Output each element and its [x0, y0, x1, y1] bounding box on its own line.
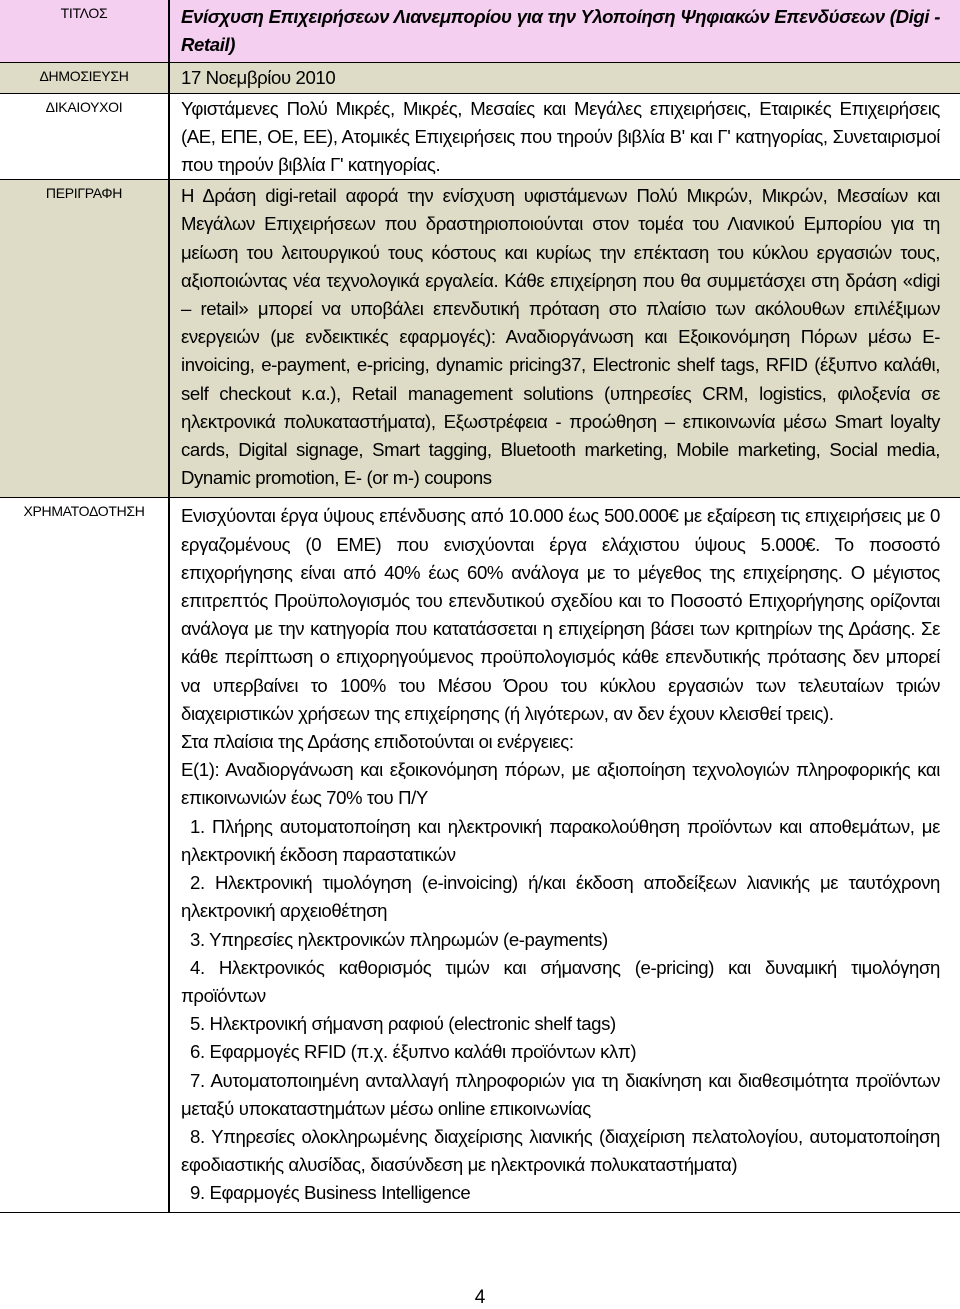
list-item-number: 4. — [190, 956, 205, 978]
funding-intro: Ενισχύονται έργα ύψους επένδυσης από 10.000 έως 500.000€ με εξαίρεση τις επιχειρήσεις με 0 εργαζομένους (0 ΕΜΕ) που ενισχύονται έργα ελάχιστου ύψους 5.000€. Το ποσοστό επιχορήγησης είναι από 40% έως 60% ανάλογα με το μέγεθος της επιχείρησης. Ο μέγιστος επιτρεπτός Προϋπολογισμός του επενδυτικού σχεδίου και το Ποσοστό Επιχορήγησης ορίζονται ανάλογα με την κατηγορία που κατατάσσεται η επιχείρηση βάσει των κριτηρίων της Δράσης. Σε κάθε περίπτωση ο επιχορηγούμενος προϋπολογισμός κάθε επενδυτικής πρότασης δεν μπορεί να υπερβαίνει το 100% του Μέσου Όρου του κύκλου εργασιών των τελευταίων τριών διαχειριστικών χρήσεων της επιχείρησης (ή λιγότερων, αν δεν έχουν κλεισθεί τρεις). — [181, 505, 940, 724]
list-item-text: Ηλεκτρονικός καθορισμός τιμών και σήμανσης (e-pricing) και δυναμική τιμολόγηση προϊόντων — [181, 956, 940, 1006]
row-publication — [0, 62, 960, 92]
list-item — [181, 1179, 940, 1207]
table-bottom-rule — [0, 1212, 960, 1213]
list-item — [181, 926, 940, 954]
list-item — [181, 1010, 940, 1038]
list-item — [181, 1067, 940, 1123]
list-item-text: Αυτοματοποιημένη ανταλλαγή πληροφοριών για τη διακίνηση και διαθεσιμότητα προϊόντων μεταξύ υποκαταστημάτων μέσω online επικοινωνίας — [181, 1069, 940, 1119]
title-value: Ενίσχυση Επιχειρήσεων Λιανεμπορίου για την Υλοποίηση Ψηφιακών Επενδύσεων (Digi - Retail) — [168, 0, 960, 62]
list-item — [181, 1123, 940, 1179]
list-item-text: Υπηρεσίες ολοκληρωμένης διαχείρισης λιανικής (διαχείριση πελατολογίου, αυτοματοποίηση εφοδιαστικής αλυσίδας, διασύνδεση με ηλεκτρονικά πολυκαταστήματα) — [181, 1125, 940, 1176]
list-item-text: Πλήρης αυτοματοποίηση και ηλεκτρονική παρακολούθηση προϊόντων και αποθεμάτων, με ηλεκτρονική έκδοση παραστατικών — [181, 815, 940, 865]
list-item-number: 5. — [190, 1013, 205, 1035]
list-item-number: 7. — [190, 1069, 205, 1091]
list-item-text: Ηλεκτρονική τιμολόγηση (e-invoicing) ή/και έκδοση αποδείξεων λιανικής με ταυτόχρονη ηλεκτρονική αρχειοθέτηση — [181, 872, 940, 922]
row-beneficiaries — [0, 93, 960, 180]
actions-heading: Στα πλαίσια της Δράσης επιδοτούνται οι ενέργειες: — [181, 731, 574, 753]
row-title — [0, 0, 960, 62]
label-description: ΠΕΡΙΓΡΑΦΗ — [45, 185, 123, 202]
funding-content — [168, 498, 960, 1211]
label-funding: ΧΡΗΜΑΤΟΔΟΤΗΣΗ — [23, 503, 145, 520]
label-title: ΤΙΤΛΟΣ — [0, 0, 168, 62]
list-item-text: Εφαρμογές RFID (π.χ. έξυπνο καλάθι προϊόντων κλπ) — [209, 1041, 637, 1063]
list-item-text: Εφαρμογές Business Intelligence — [209, 1182, 471, 1204]
row-description — [0, 179, 960, 497]
action-e1: Ε(1): Αναδιοργάνωση και εξοικονόμηση πόρων, με αξιοποίηση τεχνολογιών πληροφορικής και επικοινωνιών έως 70% του Π/Υ — [181, 759, 940, 809]
label-beneficiaries: ΔΙΚΑΙΟΥΧΟΙ — [45, 98, 123, 115]
list-item-number: 1. — [190, 815, 205, 837]
list-item-text: Υπηρεσίες ηλεκτρονικών πληρωμών (e-payments) — [209, 928, 608, 950]
list-item-number: 9. — [190, 1182, 205, 1204]
row-funding — [0, 497, 960, 1211]
publication-value: 17 Νοεμβρίου 2010 — [168, 63, 960, 92]
list-item-number: 6. — [190, 1041, 205, 1063]
list-item — [181, 954, 940, 1010]
list-item-number: 3. — [190, 928, 205, 950]
page-number: 4 — [474, 1287, 486, 1308]
beneficiaries-value: Υφιστάμενες Πολύ Μικρές, Μικρές, Μεσαίες και Μεγάλες επιχειρήσεις, Εταιρικές Επιχειρήσεις (ΑΕ, ΕΠΕ, ΟΕ, ΕΕ), Ατομικές Επιχειρήσεις που τηρούν βιβλία Β' και Γ' κατηγορίας, Συνεταιρισμοί που τηρούν βιβλία Γ' κατηγορίας. — [168, 94, 960, 180]
list-item-number: 8. — [190, 1125, 205, 1147]
list-item — [181, 869, 940, 925]
label-publication: ΔΗΜΟΣΙΕΥΣΗ — [39, 68, 129, 85]
list-item — [181, 1038, 940, 1066]
description-value: Η Δράση digi-retail αφορά την ενίσχυση υφιστάμενων Πολύ Μικρών, Μικρών, Μεσαίων και Μεγάλων Επιχειρήσεων που δραστηριοποιούνται στον τομέα του Λιανικού Εμπορίου για τη μείωση του λειτουργικού τους κόστους και κυρίως την επέκταση του κύκλου εργασιών τους, αξιοποιώντας νέα τεχνολογικά εργαλεία. Κάθε επιχείρηση που θα συμμετάσχει στη δράση «digi – retail» μπορεί να υποβάλει επενδυτική πρόταση στο πλαίσιο των ακόλουθων επιλέξιμων ενεργειών (με ενδεικτικές εφαρμογές): Αναδιοργάνωση και Εξοικονόμηση Πόρων μέσω E-invoicing, e-payment, e-pricing, dynamic pricing37, Electronic shelf tags, RFID (έξυπνο καλάθι, self checkout κ.α.), Retail management solutions (υπηρεσίες CRM, logistics, φιλοξενία σε ηλεκτρονικά πολυκαταστήματα), Εξωστρέφεια - προώθηση – επικοινωνία μέσω Smart loyalty cards, Digital signage, Smart tagging, Bluetooth marketing, Mobile marketing, Social media, Dynamic promotion, E- (or m-) coupons — [168, 180, 960, 497]
list-item-number: 2. — [190, 872, 205, 894]
list-item — [181, 813, 940, 869]
list-item-text: Ηλεκτρονική σήμανση ραφιού (electronic shelf tags) — [209, 1013, 616, 1035]
